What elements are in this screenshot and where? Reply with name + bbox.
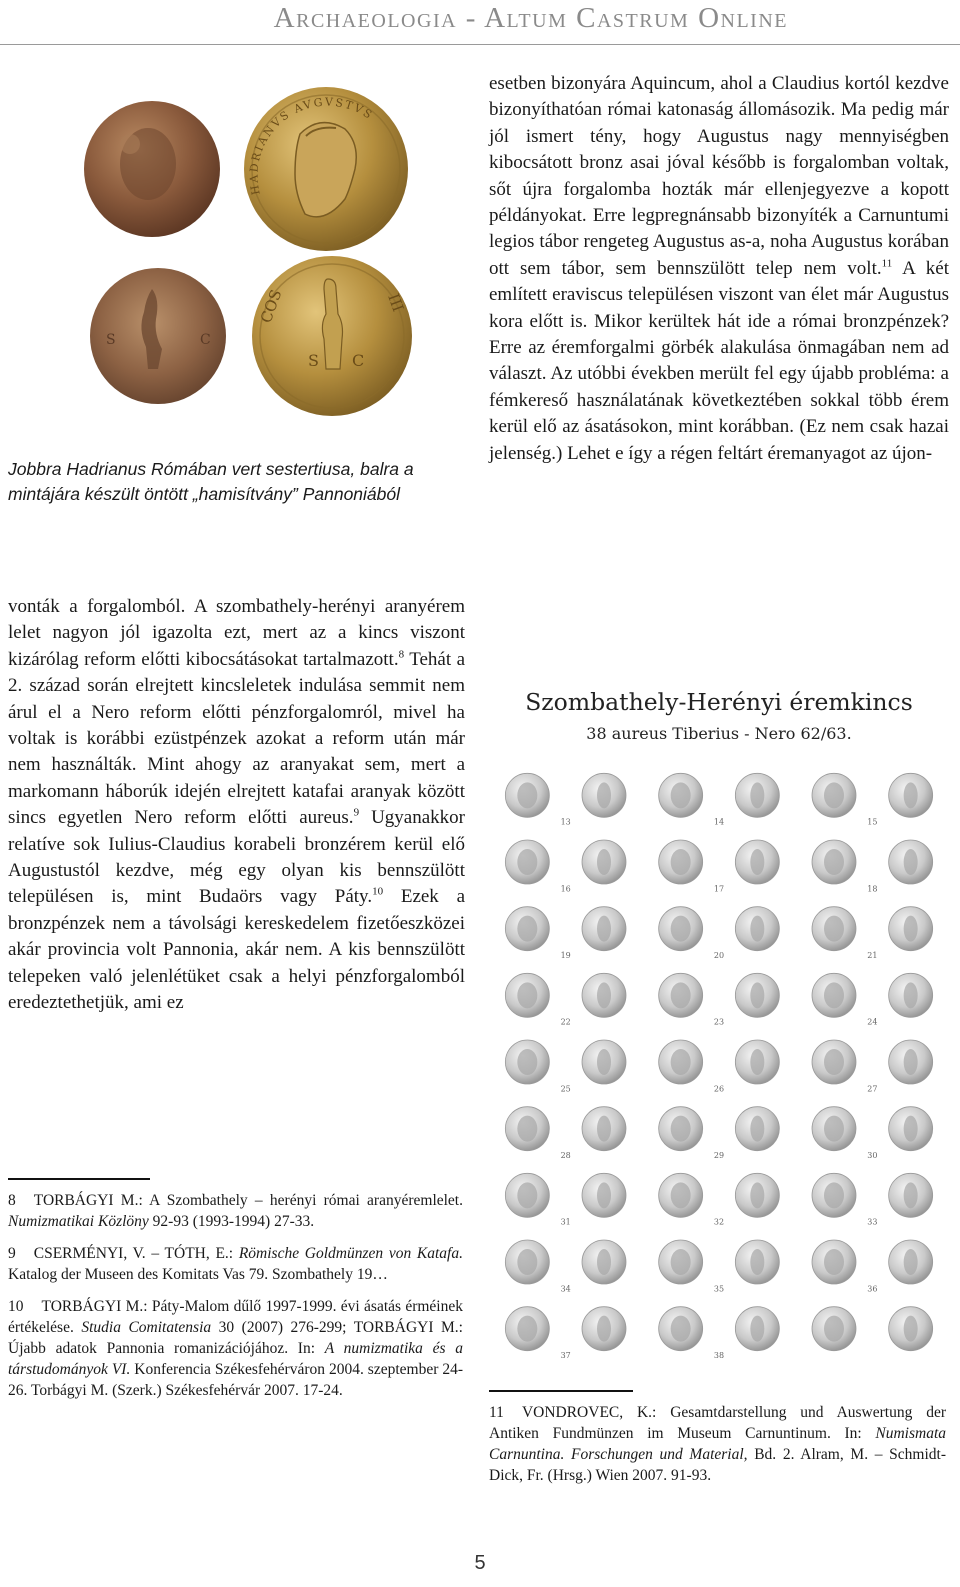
hoard-coin-motif xyxy=(671,916,691,942)
footnote-number: 11 xyxy=(489,1404,504,1421)
hoard-coin-number: 14 xyxy=(713,817,725,827)
footnote-ref-9: 9 xyxy=(353,806,360,819)
footnote-rule-left xyxy=(8,1178,150,1180)
page-number: 5 xyxy=(474,1552,486,1574)
hoard-coin-motif xyxy=(750,1249,764,1275)
footnote-ref-10: 10 xyxy=(372,886,384,899)
hoard-coin-number: 21 xyxy=(867,951,878,960)
hoard-coin-number: 33 xyxy=(867,1217,878,1227)
hoard-coin-number: 26 xyxy=(713,1084,725,1094)
footnote-8 xyxy=(8,1190,463,1232)
reverse-legend-right: III xyxy=(384,291,408,315)
hoard-coin-motif xyxy=(904,1182,918,1208)
hoard-coin-motif xyxy=(824,1049,844,1075)
hoard-coin-number: 17 xyxy=(713,884,725,894)
hoard-coin-motif xyxy=(597,1316,611,1342)
hoard-coin-motif xyxy=(824,916,844,942)
hoard-coin-motif xyxy=(517,1316,537,1342)
hadrian-coins-photo xyxy=(70,74,420,424)
footnote-9 xyxy=(8,1243,463,1285)
hoard-coin-motif xyxy=(597,1116,611,1142)
hoard-coin-motif xyxy=(597,1249,611,1275)
header-rule xyxy=(0,44,960,45)
footnote-text: CSERMÉNYI, V. – TÓTH, E.: xyxy=(33,1245,239,1262)
hadrian-obverse-legend: HADRIANVS AVGVSTVS xyxy=(247,95,376,196)
hoard-coin-motif xyxy=(597,982,611,1008)
hoard-coin-motif xyxy=(904,782,918,808)
hoard-coin-number: 37 xyxy=(560,1351,571,1360)
hoard-figure xyxy=(489,688,949,1378)
hadrian-sestertius-reverse-coin xyxy=(252,256,412,416)
footnote-title: Numismata Carnuntina. Forschungen und Material, xyxy=(489,1425,946,1463)
hoard-coin-number: 16 xyxy=(560,884,571,894)
footnote-number: 9 xyxy=(8,1245,16,1262)
footnote-text: VONDROVEC, K.: Gesamtdarstellung und Auswertung der Antiken Fundmünzen im Museum Carnuntinum. In: xyxy=(489,1404,946,1442)
right-text-a: esetben bizonyára Aquincum, ahol a Claudius kortól kezdve bizonyíthatóan római katonaság állomásozik. Ma pedig már jól ismert tény, hogy Augustus nagy mennyiségben kibocsátott bronz asai jóval később is forgalomban voltak, sőt újra forgalomba hozták már ellenjegyezve a kopott példányokat. Erre legpregnánsabb bizonyíték a Carnuntumi legios tábor rengeteg Augustus as-a, noha Augustus korában ott sem tábor, sem bennszülött telep nem volt. xyxy=(489,73,949,279)
left-text-a: vonták a forgalomból. A szombathely-herényi aranyérem lelet nagyon jól igazolta ezt, mert az a kincs viszont kizárólag reform előtti kibocsátásokat tartalmazott. xyxy=(8,596,465,670)
hoard-coin-motif xyxy=(597,1049,611,1075)
footnote-title: A numizmatika és a társtudományok VI. xyxy=(8,1340,464,1378)
hoard-coin-number: 18 xyxy=(867,884,878,894)
footnote-text: 30 (2007) 276-299; TORBÁGYI M.: Újabb adatok Pannonia romanizációjához. In: xyxy=(8,1319,463,1357)
footnote-title: Römische Goldmünzen von Katafa. xyxy=(238,1245,463,1262)
footnote-text: Katalog der Museen des Komitats Vas 79. Szombathely 19… xyxy=(8,1266,388,1283)
hoard-coin-number: 20 xyxy=(713,951,725,960)
hoard-coin-number: 35 xyxy=(713,1284,725,1294)
hoard-coin-motif xyxy=(671,1182,691,1208)
hoard-coin-motif xyxy=(671,1249,691,1275)
hoard-coin-motif xyxy=(824,1116,844,1142)
footnote-text: Bd. 2. Alram, M. – Schmidt-Dick, Fr. (Hrsg.) Wien 2007. 91-93. xyxy=(489,1446,946,1484)
reverse-legend-left: COS xyxy=(256,287,286,326)
hoard-coin-motif xyxy=(750,1049,764,1075)
hoard-coin-motif xyxy=(904,1249,918,1275)
hoard-coin-motif xyxy=(671,1049,691,1075)
hoard-coin-number: 38 xyxy=(713,1351,725,1360)
hoard-coin-motif xyxy=(750,1116,764,1142)
hoard-coin-number: 31 xyxy=(560,1217,571,1227)
footnotes-left xyxy=(8,1190,463,1412)
left-text-c: Ugyanakkor relatíve sok Iulius-Claudius korabeli bronzérem kerül elő Augustustól kezdve, még egy olyan kis bennszülött településen is, mint Budaörs vagy Páty. xyxy=(8,807,466,908)
hoard-coin-motif xyxy=(671,1316,691,1342)
hoard-coin-motif xyxy=(824,849,844,875)
hoard-coin-number: 15 xyxy=(867,817,878,827)
figure-caption: Jobbra Hadrianus Rómában vert sestertiusa, balra a mintájára készült öntött „hamisítvány” Pannoniából xyxy=(8,459,414,504)
hoard-coin-motif xyxy=(824,1182,844,1208)
footnote-text: TORBÁGYI M.: A Szombathely – herényi római aranyéremlelet. xyxy=(33,1192,463,1209)
left-paragraph xyxy=(8,594,465,1017)
footnote-10 xyxy=(8,1296,463,1401)
hoard-coin-motif xyxy=(904,849,918,875)
hoard-coin-motif xyxy=(671,782,691,808)
left-text-column xyxy=(8,594,465,1017)
hoard-coin-motif xyxy=(597,916,611,942)
hoard-coin-motif xyxy=(597,849,611,875)
hoard-coin-motif xyxy=(750,1316,764,1342)
hoard-coin-number: 25 xyxy=(560,1084,571,1094)
hoard-coin-motif xyxy=(750,782,764,808)
hoard-coin-motif xyxy=(904,1049,918,1075)
hoard-coin-grid xyxy=(489,768,949,1368)
hoard-coin-number: 22 xyxy=(560,1017,571,1027)
hoard-coin-number: 36 xyxy=(867,1284,878,1294)
hoard-coin-number: 32 xyxy=(713,1217,725,1227)
hoard-coin-number: 19 xyxy=(560,951,571,960)
hoard-coin-number: 34 xyxy=(560,1284,571,1294)
hoard-coin-motif xyxy=(671,849,691,875)
footnote-11 xyxy=(489,1402,946,1486)
footnote-journal: Studia Comitatensia xyxy=(81,1319,212,1336)
hoard-coin-motif xyxy=(517,849,537,875)
hoard-coin-motif xyxy=(824,782,844,808)
hoard-coin-motif xyxy=(517,1249,537,1275)
hoard-coin-motif xyxy=(824,1249,844,1275)
page-header xyxy=(0,0,960,46)
hoard-coin-number: 27 xyxy=(867,1084,878,1094)
footnote-rule-right xyxy=(489,1390,633,1392)
hoard-coin-motif xyxy=(904,916,918,942)
right-text-b: A két említett eraviscus településen viszont van élet már Augustus kora előtt is. Mikor kerültek hát ide a római bronzpénzek? Erre az éremforgalmi görbék alakulása önmagában nem ad választ. Az utóbbi években merült fel egy újabb probléma: a fémkereső használatának következtében sokkal több érem kerül elő az ásatásokon, mint korábban. (Ez nem csak hazai jelenség.) Lehet e így a régen feltárt éremanyagot az újon- xyxy=(489,257,949,464)
cast-copy-obverse-coin xyxy=(84,101,220,237)
hoard-coin-number: 28 xyxy=(560,1151,571,1160)
reverse-sc-mark: S C xyxy=(308,351,379,370)
left-text-d: Ezek a bronzpénzek nem a távolsági kereskedelem fizetőeszközei akár provincia volt Pannonia, akár nem. A kis bennszülött telepeken való jelenlétüket csak a helyi pénzforgalomból eredeztethetjük, ami ez xyxy=(8,886,466,1014)
footnote-number: 10 xyxy=(8,1298,24,1315)
hoard-coin-motif xyxy=(517,916,537,942)
hoard-coin-motif xyxy=(750,849,764,875)
left-text-b: Tehát a 2. század során elrejtett kincsleletek indulása semmit nem árul el a Nero reform előtti pénzforgalomról, mivel ha voltak is korábbi ezüstpénzek azokat a reform után már nem használták. Mint ahogy az aranyakat sem, mert a markomann háborúk idején elrejtett katafai aranyak között sincs egyetlen Nero reform előtti aureus. xyxy=(8,648,465,829)
footnote-journal: Numizmatikai Közlöny xyxy=(8,1213,149,1230)
svg-text:S: S xyxy=(106,332,116,348)
hoard-coin-number: 30 xyxy=(867,1151,878,1160)
journal-title: Archaeologia - Altum Castrum Online xyxy=(273,2,788,34)
footnotes-right xyxy=(489,1402,946,1497)
hoard-coin-motif xyxy=(750,1182,764,1208)
footnote-text: Konferencia Székesfehérváron 2004. szeptember 24-26. Torbágyi M. (Szerk.) Székesfehérvár 2007. 17-24. xyxy=(8,1361,463,1399)
hoard-coin-number: 13 xyxy=(560,817,571,827)
hoard-coin-motif xyxy=(671,982,691,1008)
hoard-coin-motif xyxy=(904,1116,918,1142)
hoard-title: Szombathely-Herényi éremkincs xyxy=(525,688,913,716)
hoard-coin-motif xyxy=(904,1316,918,1342)
hoard-coin-motif xyxy=(517,782,537,808)
right-text-column xyxy=(489,71,949,467)
hoard-subtitle: 38 aureus Tiberius - Nero 62/63. xyxy=(586,724,852,743)
hoard-coin-motif xyxy=(597,782,611,808)
svg-text:C: C xyxy=(200,332,211,348)
hoard-coin-motif xyxy=(824,982,844,1008)
footnote-text: TORBÁGYI M.: Páty-Malom dűlő 1997-1999. évi ásatás érméinek értékelése. xyxy=(8,1298,463,1336)
hadrian-sestertius-obverse-coin xyxy=(244,87,408,251)
hoard-coin-motif xyxy=(517,1116,537,1142)
footnote-ref-11: 11 xyxy=(881,257,893,270)
hoard-coin-motif xyxy=(597,1182,611,1208)
hoard-coin-motif xyxy=(904,982,918,1008)
hoard-coin-motif xyxy=(671,1116,691,1142)
hoard-coin-motif xyxy=(517,982,537,1008)
hoard-coin-motif xyxy=(517,1182,537,1208)
hoard-coin-number: 24 xyxy=(867,1017,878,1027)
footnote-number: 8 xyxy=(8,1192,16,1209)
hoard-coin-motif xyxy=(750,916,764,942)
cast-copy-reverse-coin xyxy=(90,268,226,404)
footnote-ref-8: 8 xyxy=(398,648,405,661)
right-paragraph xyxy=(489,71,949,467)
hoard-coin-motif xyxy=(824,1316,844,1342)
hoard-coin-number: 23 xyxy=(713,1017,725,1027)
hoard-coin-number: 29 xyxy=(713,1151,725,1160)
hoard-coin-motif xyxy=(517,1049,537,1075)
footnote-text: 92-93 (1993-1994) 27-33. xyxy=(148,1213,315,1230)
hoard-coin-motif xyxy=(750,982,764,1008)
